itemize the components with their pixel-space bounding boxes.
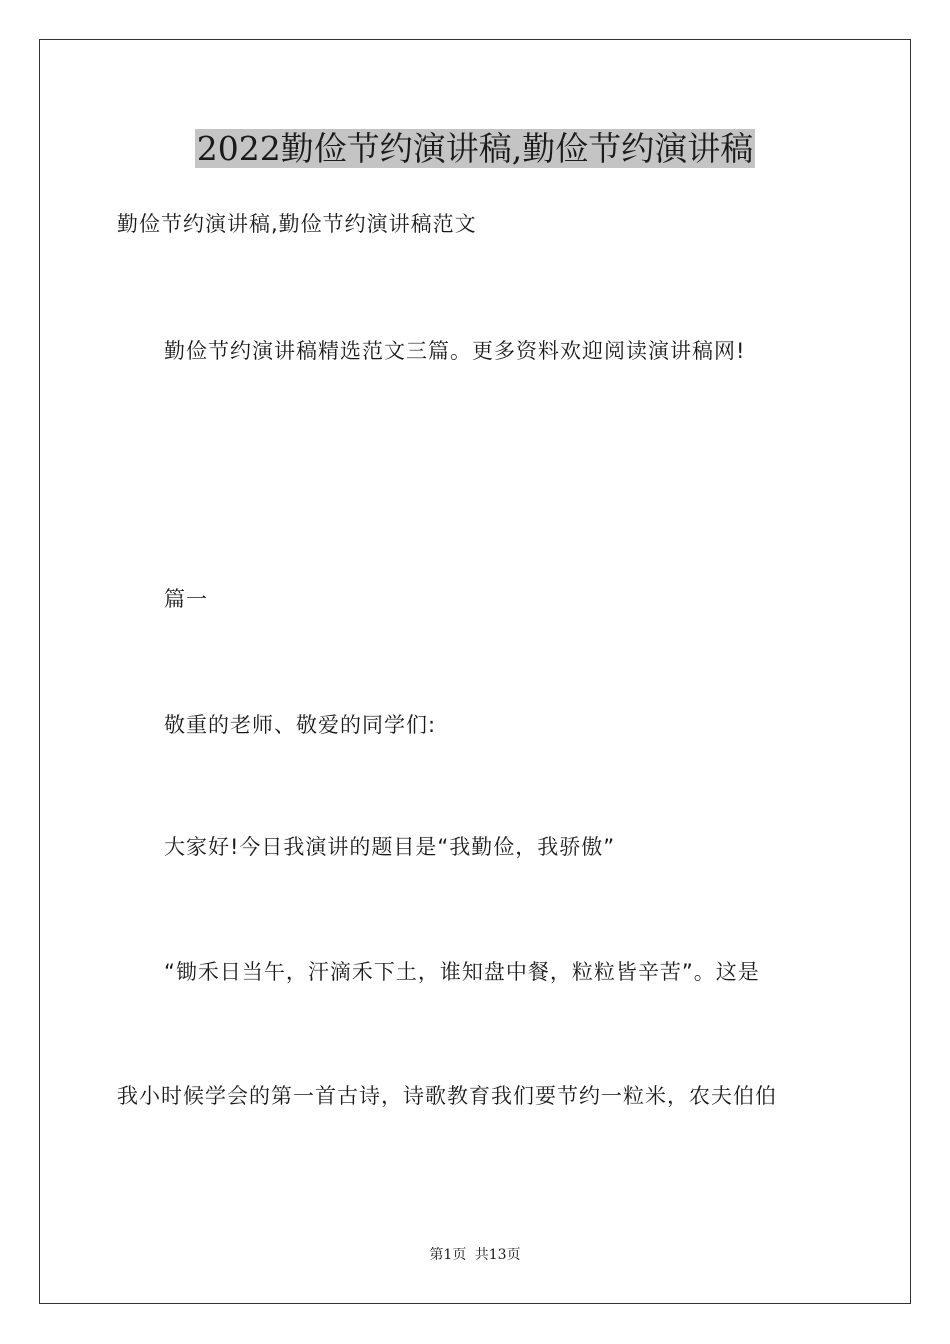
paragraph-intro: 勤俭节约演讲稿精选范文三篇。更多资料欢迎阅读演讲稿网! — [164, 339, 746, 363]
paragraph-salutation: 敬重的老师、敬爱的同学们: — [164, 713, 437, 737]
paragraph-body-line-1: “锄禾日当午，汗滴禾下土，谁知盘中餐，粒粒皆辛苦”。这是 — [164, 960, 760, 984]
paragraph-greeting: 大家好!今日我演讲的题目是“我勤俭，我骄傲” — [164, 835, 616, 859]
page-number-footer: 第1页 共13页 — [429, 1247, 521, 1263]
document-subtitle: 勤俭节约演讲稿,勤俭节约演讲稿范文 — [117, 212, 477, 236]
paragraph-body-line-2: 我小时候学会的第一首古诗，诗歌教育我们要节约一粒米，农夫伯伯 — [117, 1084, 777, 1108]
document-title — [0, 128, 950, 170]
section-heading: 篇一 — [164, 587, 208, 611]
document-title-text: 2022勤俭节约演讲稿,勤俭节约演讲稿 — [196, 129, 754, 168]
